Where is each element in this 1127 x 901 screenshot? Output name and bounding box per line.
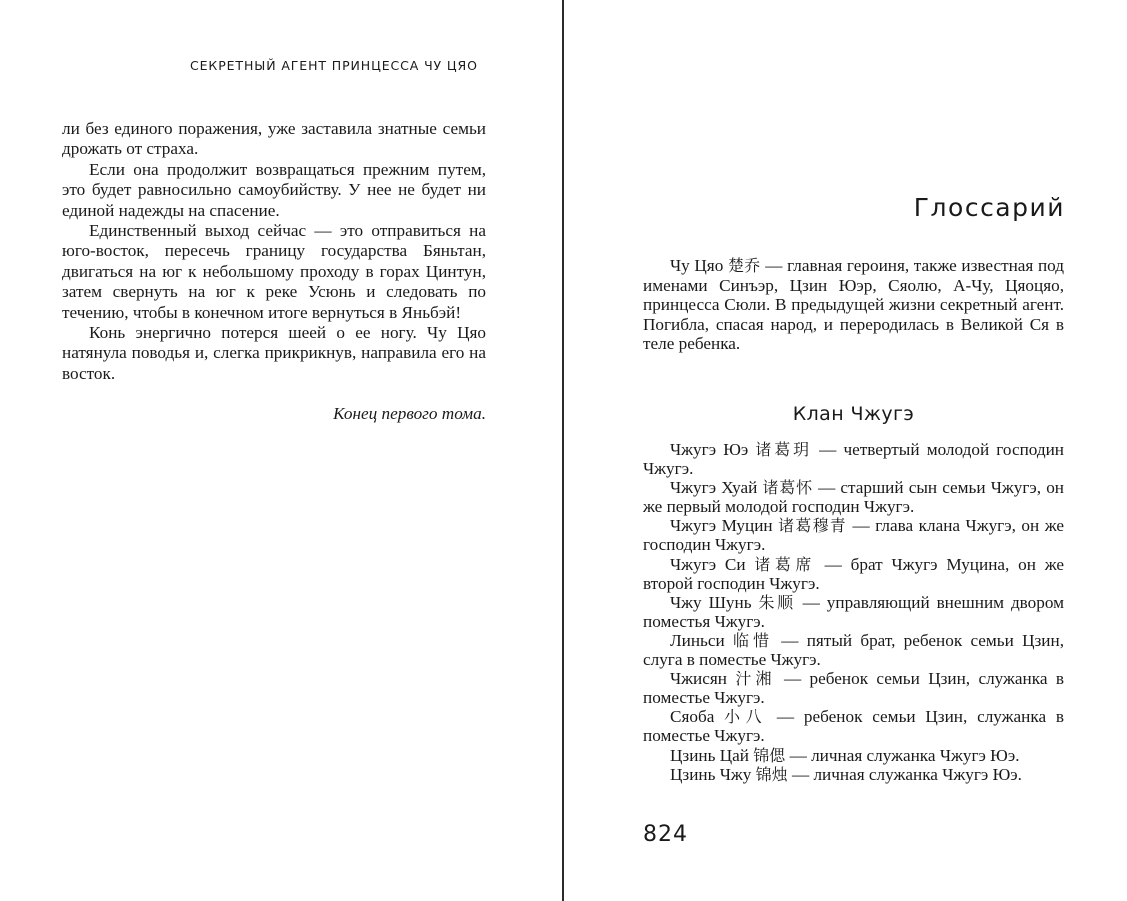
entry-hanzi: 汁湘 — [735, 669, 776, 689]
spine-divider — [562, 0, 564, 901]
glossary-entry — [643, 669, 1064, 707]
entry-hanzi: 诸葛席 — [754, 554, 816, 574]
glossary-entry — [643, 765, 1064, 784]
glossary-entries — [643, 440, 1064, 784]
entry-hanzi: 诸葛怀 — [762, 478, 813, 498]
entry-description: — личная служанка Чжугэ Юэ. — [787, 764, 1022, 784]
entry-description: — личная служанка Чжугэ Юэ. — [785, 745, 1020, 765]
glossary-intro — [643, 256, 1064, 354]
entry-name: Цзинь Чжу — [670, 764, 752, 784]
entry-hanzi: 楚乔 — [727, 256, 761, 275]
entry-hanzi: 临惜 — [733, 630, 773, 650]
entry-name: Цзинь Цай — [670, 745, 749, 765]
entry-name: Чжисян — [670, 669, 727, 689]
entry-hanzi: 诸葛穆青 — [778, 516, 848, 536]
entry-description: — управляющий внешним двором поместья Чжугэ. — [643, 592, 1065, 631]
entry-name: Сяоба — [670, 707, 715, 727]
glossary-title: Глоссарий — [913, 193, 1065, 222]
paragraph: Если она продолжит возвращаться прежним путем, это будет равносильно самоубийству. У нее не будет ни единой надежды на спасение. — [62, 159, 486, 220]
entry-hanzi: 锦烛 — [755, 764, 788, 784]
entry-description: — брат Чжугэ Муцина, он же второй господин Чжугэ. — [643, 554, 1064, 593]
entry-description: — старший сын семьи Чжугэ, он же первый молодой господин Чжугэ. — [643, 478, 1064, 517]
entry-description: — ребенок семьи Цзин, служанка в поместье Чжугэ. — [643, 669, 1064, 708]
entry-name: Чу Цяо — [670, 256, 724, 275]
end-of-volume-note: Конец первого тома. — [333, 404, 486, 424]
glossary-entry — [643, 555, 1064, 593]
glossary-entry — [643, 746, 1064, 765]
entry-hanzi: 朱顺 — [758, 592, 796, 612]
running-header: СЕКРЕТНЫЙ АГЕНТ ПРИНЦЕССА ЧУ ЦЯО — [190, 58, 478, 73]
entry-description: — ребенок семьи Цзин, служанка в поместье Чжугэ. — [643, 707, 1064, 746]
entry-hanzi: 小八 — [724, 707, 768, 727]
glossary-entry — [643, 593, 1064, 631]
glossary-entry — [643, 440, 1064, 478]
entry-hanzi: 诸葛玥 — [755, 440, 812, 459]
glossary-entry — [643, 256, 1064, 354]
clan-heading: Клан Чжугэ — [792, 403, 915, 425]
entry-name: Чжугэ Муцин — [670, 516, 773, 536]
glossary-entry — [643, 631, 1064, 669]
entry-name: Линьси — [670, 630, 725, 650]
entry-name: Чжу Шунь — [670, 592, 752, 612]
entry-description: — четвертый молодой господин Чжугэ. — [643, 440, 1065, 479]
entry-name: Чжугэ Си — [670, 554, 746, 574]
paragraph: Единственный выход сейчас — это отправиться на юго-восток, пересечь границу государства Бяньтан, двигаться на юг к небольшому проходу в горах Цинтун, затем свернуть на юг к реке Усюнь и следовать по течению, чтобы в конечном итоге вернуться в Яньбэй! — [62, 221, 486, 322]
left-page-text — [62, 119, 486, 425]
page-number: 824 — [643, 822, 688, 847]
entry-description: — главная героиня, также известная под именами Синъэр, Цзин Юэр, Сяолю, А-Чу, Цяоцяо, принцесса Сюли. В предыдущей жизни секретный агент. Погибла, спасая народ, и переродилась в Великой Ся в теле ребенка. — [643, 256, 1064, 354]
glossary-entry — [643, 516, 1064, 554]
entry-description: — глава клана Чжугэ, он же господин Чжугэ. — [643, 516, 1064, 555]
paragraph: ли без единого поражения, уже заставила знатные семьи дрожать от страха. — [62, 119, 486, 159]
paragraph: Конь энергично потерся шеей о ее ногу. Чу Цяо натянула поводья и, слегка прикрикнув, направила его на восток. — [62, 323, 486, 383]
entry-name: Чжугэ Хуай — [670, 478, 758, 498]
glossary-entry — [643, 478, 1064, 516]
entry-hanzi: 锦偲 — [753, 745, 786, 765]
entry-name: Чжугэ Юэ — [670, 440, 749, 459]
glossary-entry — [643, 707, 1064, 745]
entry-description: — пятый брат, ребенок семьи Цзин, слуга в поместье Чжугэ. — [643, 630, 1064, 670]
